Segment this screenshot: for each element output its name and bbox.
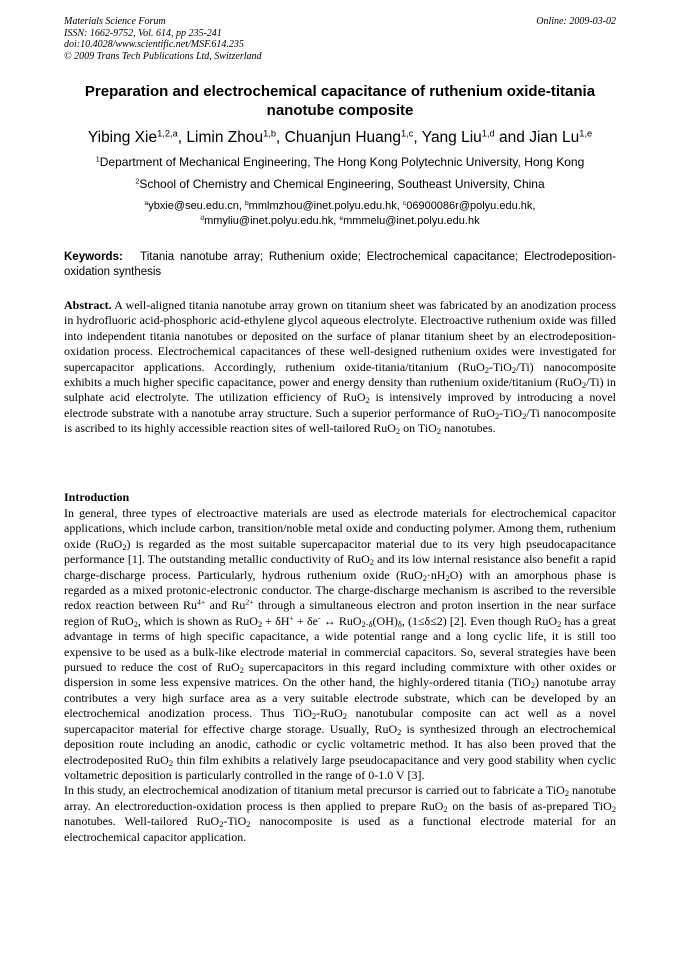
author-affiliation-mark: 1,c bbox=[401, 128, 414, 139]
email-address: ybxie@seu.edu.cn, bbox=[148, 200, 245, 212]
affiliation-mark: 2 bbox=[135, 176, 140, 186]
author-affiliation-mark: 1,d bbox=[481, 128, 495, 139]
running-header bbox=[64, 16, 616, 62]
author-affiliation-mark: 1,b bbox=[263, 128, 277, 139]
paper-title: Preparation and electrochemical capacitance of ruthenium oxide-titania nanotube composite bbox=[84, 83, 596, 119]
author-affiliation-mark: 1,2,a bbox=[157, 128, 178, 139]
affiliation-text: School of Chemistry and Chemical Engineering, Southeast University, China bbox=[139, 177, 545, 191]
author-name: Yibing Xie bbox=[87, 129, 158, 146]
affiliation-2 bbox=[64, 177, 616, 192]
affiliation-text: Department of Mechanical Engineering, The Hong Kong Polytechnic University, Hong Kong bbox=[99, 155, 585, 169]
email-address: mmlmzhou@inet.polyu.edu.hk, bbox=[248, 200, 403, 212]
author-separator: and bbox=[494, 129, 530, 146]
doi-line: doi:10.4028/www.scientific.net/MSF.614.235 bbox=[64, 39, 244, 50]
email-line-1 bbox=[64, 199, 616, 214]
email-address: 06900086r@polyu.edu.hk, bbox=[406, 200, 536, 212]
abstract-block bbox=[64, 298, 616, 437]
author-name: Jian Lu bbox=[529, 129, 580, 146]
email-list bbox=[64, 199, 616, 228]
keywords-text: Titania nanotube array; Ruthenium oxide; Electrochemical capacitance; Electrodeposition-oxidation synthesis bbox=[64, 251, 616, 278]
email-mark: c bbox=[402, 200, 407, 208]
journal-name: Materials Science Forum bbox=[64, 16, 166, 27]
author-list bbox=[64, 128, 616, 148]
author-separator: , bbox=[177, 129, 187, 146]
email-mark: e bbox=[339, 214, 344, 222]
email-line-2 bbox=[64, 214, 616, 229]
author-name: Limin Zhou bbox=[186, 129, 264, 146]
keywords-block bbox=[64, 250, 616, 279]
keywords-label: Keywords: bbox=[64, 251, 123, 263]
email-mark: d bbox=[200, 214, 205, 222]
introduction-heading: Introduction bbox=[64, 490, 130, 504]
affiliation-1 bbox=[64, 155, 616, 170]
introduction-body bbox=[64, 506, 616, 845]
email-address: mmyliu@inet.polyu.edu.hk, bbox=[204, 214, 340, 227]
email-address: mmmelu@inet.polyu.edu.hk bbox=[343, 214, 480, 227]
author-separator: , bbox=[276, 129, 285, 146]
author-separator: , bbox=[413, 129, 422, 146]
email-mark: b bbox=[245, 200, 249, 208]
introduction-paragraph-2: In this study, an electrochemical anodization of titanium metal precursor is carried out to fabricate a TiO$_2$ nanotube array. An electroreduction-oxidation process is then applied to prepare RuO$_2$ on the basis of as-prepared TiO$_2$ nanotubes. Well-tailored RuO$_2$-TiO$_2$ nanocomposite is used as a functional electrode material for an electrochemical capacitor application. bbox=[64, 783, 616, 844]
abstract-text: A well-aligned titania nanotube array grown on titanium sheet was fabricated by an anodization process in hydrofluoric acid-phosphoric acid-ethylene glycol aqueous electrolyte. Electroactive ruthenium oxide was filled into independent titania nanotubes or deposited on the surface of planar titanium sheet by an electrodeposition-oxidation process. Electrochemical capacitances of these well-designed ruthenium oxides were investigated for supercapacitor applications. Accordingly, ruthenium oxide-titania/titanium (RuO$_2$-TiO$_2$/Ti) nanocomposite exhibits a much higher specific capacitance, power and energy density than ruthenium oxide/titanium (RuO$_2$/Ti) in sulphate acid electrolyte. The utilization efficiency of RuO$_2$ is intensively improved by introducing a novel electrode substrate with a nanotube array structure. Such a superior performance of RuO$_2$-TiO$_2$/Ti nanocomposite is ascribed to its highly accessible reaction sites of well-tailored RuO$_2$ on TiO$_2$ nanotubes. bbox=[64, 298, 617, 437]
email-mark: a bbox=[144, 200, 149, 208]
abstract-label: Abstract. bbox=[64, 298, 112, 312]
issn-line: ISSN: 1662-9752, Vol. 614, pp 235-241 bbox=[64, 27, 222, 39]
affiliation-mark: 1 bbox=[95, 154, 100, 164]
author-name: Yang Liu bbox=[421, 129, 482, 146]
online-date: Online: 2009-03-02 bbox=[536, 16, 616, 27]
introduction-paragraph-1: In general, three types of electroactive materials are used as electrode materials for electrochemical capacitor applications, which include carbon, transition/noble metal oxide and conducting polymer. Among them, ruthenium oxide (RuO$_2$) is regarded as the most suitable supercapacitor material due to its very high pseudocapacitance performance [1]. The outstanding metallic conductivity of RuO$_2$ and its low internal resistance also benefit a rapid charge-discharge process. Particularly, hydrous ruthenium oxide $(RuO_2\cdot nH_2O)$ with an amorphous phase is regarded as a mixed protonic-electronic conductor. The charge-discharge mechanism is ascribed to the reversible redox reaction between $Ru^{4+}$ and $Ru^{2+}$ through a simultaneous electron and proton insertion in the near surface region of RuO$_2$, which is shown as RuO$_2$ + δH+ + δe- ↔ $RuO_{2-\delta}(OH)_\delta$, (1≤δ≤2) [2]. Even though RuO$_2$ has a great advantage in terms of high specific capacitance, a wide potential range and a long cyclic life, it is still too expensive to be used as a bulk-like electrode material in commercial capacitors. So, several strategies have been pursued to reduce the cost of RuO$_2$ supercapacitors in this regard including commixture with other oxides or dispersion in some less expensive matrices. On the other hand, the highly-ordered titania (TiO$_2$) nanotube array contributes a very high surface area as a very suitable electrode substrate, which can be developed by an electrochemical anodization process. Thus TiO$_2$-RuO$_2$ nanotubular composite can act well as a novel supercapacitor material for effective charge storage. Usually, RuO$_2$ is synthesized through an electrochemical deposition route including an anodic, cathodic or cyclic voltametric method. It has also been proved that the electrodeposited RuO$_2$ thin film exhibits a relatively large pseudocapacitance and very good stability when cyclic voltametric deposition is particularly controlled in the range of 0-1.0 V [3]. bbox=[64, 506, 617, 782]
copyright-line: © 2009 Trans Tech Publications Ltd, Switzerland bbox=[64, 50, 262, 62]
author-name: Chuanjun Huang bbox=[284, 129, 401, 146]
author-affiliation-mark: 1,e bbox=[579, 128, 593, 139]
publication-info bbox=[64, 16, 616, 62]
